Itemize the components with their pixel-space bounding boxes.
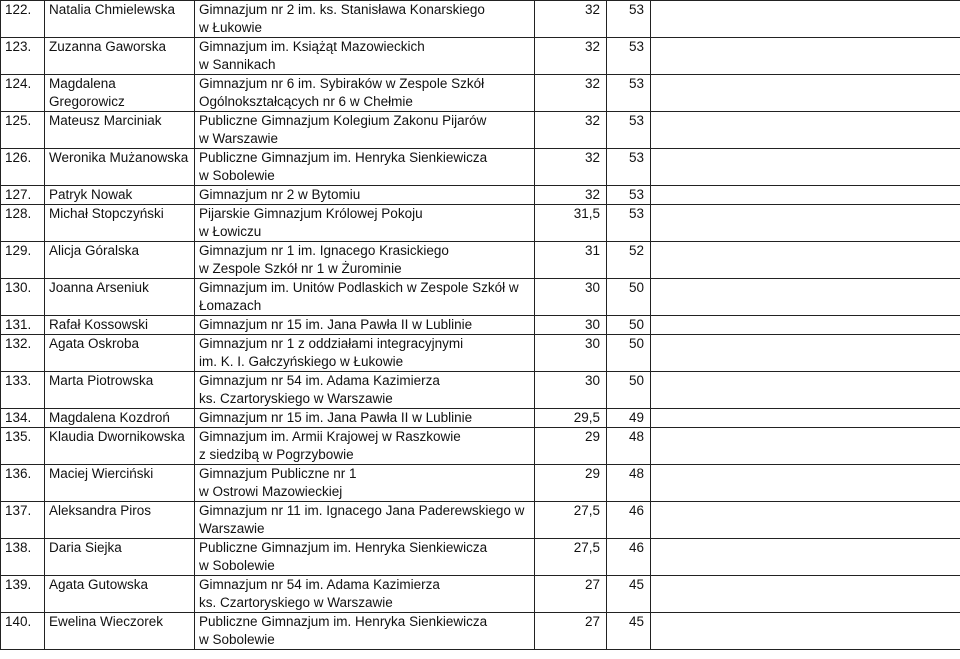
empty-cell <box>651 242 960 279</box>
row-number: 133. <box>1 372 45 409</box>
score-points: 32 <box>535 75 607 112</box>
row-number: 125. <box>1 112 45 149</box>
empty-cell <box>651 112 960 149</box>
row-number: 122. <box>1 1 45 38</box>
student-name: Weronika Mużanowska <box>45 149 195 186</box>
score-percent: 46 <box>607 502 651 539</box>
table-row <box>1 279 960 316</box>
school-name-line: Pijarskie Gimnazjum Królowej Pokoju <box>199 206 423 221</box>
school-name-line: ks. Czartoryskiego w Warszawie <box>199 595 393 610</box>
school-name-line: w Sobolewie <box>199 632 275 647</box>
table-row <box>1 465 960 502</box>
results-table-body <box>1 1 960 650</box>
school-name-line: Publiczne Gimnazjum im. Henryka Sienkiewicza <box>199 150 488 165</box>
empty-cell <box>651 279 960 316</box>
school-name <box>195 186 535 205</box>
row-number: 124. <box>1 75 45 112</box>
score-points: 29 <box>535 428 607 465</box>
empty-cell <box>651 539 960 576</box>
school-name <box>195 242 535 279</box>
student-name: Magdalena Kozdroń <box>45 409 195 428</box>
school-name-line: w Sannikach <box>199 57 276 72</box>
score-percent: 45 <box>607 576 651 613</box>
empty-cell <box>651 502 960 539</box>
empty-cell <box>651 205 960 242</box>
table-row <box>1 186 960 205</box>
score-points: 31 <box>535 242 607 279</box>
student-name: Michał Stopczyński <box>45 205 195 242</box>
table-row <box>1 539 960 576</box>
score-percent: 53 <box>607 149 651 186</box>
school-name-line: Gimnazjum nr 15 im. Jana Pawła II w Lublinie <box>199 410 473 425</box>
school-name-line: Publiczne Gimnazjum im. Henryka Sienkiewicza <box>199 614 488 629</box>
student-name: Ewelina Wieczorek <box>45 613 195 650</box>
student-name: Daria Siejka <box>45 539 195 576</box>
row-number: 136. <box>1 465 45 502</box>
school-name-line: w Sobolewie <box>199 168 275 183</box>
table-row <box>1 409 960 428</box>
school-name-line: Gimnazjum nr 1 im. Ignacego Krasickiego <box>199 243 449 258</box>
school-name-line: w Zespole Szkół nr 1 w Żurominie <box>199 261 402 276</box>
school-name-line: im. K. I. Gałczyńskiego w Łukowie <box>199 354 404 369</box>
score-points: 30 <box>535 335 607 372</box>
empty-cell <box>651 38 960 75</box>
empty-cell <box>651 186 960 205</box>
table-row <box>1 205 960 242</box>
table-row <box>1 428 960 465</box>
row-number: 138. <box>1 539 45 576</box>
empty-cell <box>651 613 960 650</box>
empty-cell <box>651 465 960 502</box>
score-points: 27,5 <box>535 502 607 539</box>
row-number: 140. <box>1 613 45 650</box>
school-name-line: Gimnazjum im. Książąt Mazowieckich <box>199 39 425 54</box>
student-name: Magdalena Gregorowicz <box>45 75 195 112</box>
school-name <box>195 465 535 502</box>
row-number: 132. <box>1 335 45 372</box>
school-name-line: Gimnazjum im. Unitów Podlaskich w Zespole Szkół w <box>199 280 519 295</box>
school-name <box>195 316 535 335</box>
score-percent: 45 <box>607 613 651 650</box>
score-points: 30 <box>535 372 607 409</box>
score-points: 32 <box>535 112 607 149</box>
student-name: Natalia Chmielewska <box>45 1 195 38</box>
score-points: 30 <box>535 316 607 335</box>
school-name <box>195 75 535 112</box>
row-number: 123. <box>1 38 45 75</box>
student-name: Alicja Góralska <box>45 242 195 279</box>
empty-cell <box>651 1 960 38</box>
student-name: Zuzanna Gaworska <box>45 38 195 75</box>
row-number: 126. <box>1 149 45 186</box>
school-name-line: Gimnazjum im. Armii Krajowej w Raszkowie <box>199 429 461 444</box>
school-name-line: Gimnazjum nr 15 im. Jana Pawła II w Lublinie <box>199 317 473 332</box>
table-row <box>1 75 960 112</box>
score-points: 32 <box>535 1 607 38</box>
school-name-line: Gimnazjum nr 2 im. ks. Stanisława Konarskiego <box>199 2 485 17</box>
school-name <box>195 335 535 372</box>
row-number: 127. <box>1 186 45 205</box>
school-name-line: Publiczne Gimnazjum im. Henryka Sienkiewicza <box>199 540 488 555</box>
table-row <box>1 38 960 75</box>
school-name <box>195 112 535 149</box>
empty-cell <box>651 316 960 335</box>
school-name-line: Gimnazjum nr 54 im. Adama Kazimierza <box>199 373 440 388</box>
table-row <box>1 316 960 335</box>
school-name-line: w Łukowie <box>199 20 263 35</box>
row-number: 137. <box>1 502 45 539</box>
score-percent: 48 <box>607 428 651 465</box>
score-percent: 53 <box>607 1 651 38</box>
school-name <box>195 205 535 242</box>
student-name: Mateusz Marciniak <box>45 112 195 149</box>
school-name-line: Publiczne Gimnazjum Kolegium Zakonu Pijarów <box>199 113 487 128</box>
student-name: Aleksandra Piros <box>45 502 195 539</box>
school-name-line: w Sobolewie <box>199 558 275 573</box>
score-percent: 50 <box>607 335 651 372</box>
student-name: Rafał Kossowski <box>45 316 195 335</box>
score-points: 27 <box>535 613 607 650</box>
student-name: Marta Piotrowska <box>45 372 195 409</box>
school-name <box>195 428 535 465</box>
score-percent: 46 <box>607 539 651 576</box>
student-name: Klaudia Dwornikowska <box>45 428 195 465</box>
school-name-line: z siedzibą w Pogrzybowie <box>199 447 354 462</box>
school-name-line: Łomazach <box>199 298 262 313</box>
school-name-line: Gimnazjum nr 54 im. Adama Kazimierza <box>199 577 440 592</box>
score-points: 32 <box>535 38 607 75</box>
school-name <box>195 372 535 409</box>
school-name-line: Gimnazjum nr 11 im. Ignacego Jana Paderewskiego w <box>199 503 525 518</box>
row-number: 129. <box>1 242 45 279</box>
empty-cell <box>651 372 960 409</box>
table-row <box>1 1 960 38</box>
row-number: 131. <box>1 316 45 335</box>
score-percent: 50 <box>607 279 651 316</box>
score-percent: 53 <box>607 205 651 242</box>
empty-cell <box>651 75 960 112</box>
table-row <box>1 112 960 149</box>
table-row <box>1 242 960 279</box>
empty-cell <box>651 409 960 428</box>
score-points: 32 <box>535 149 607 186</box>
empty-cell <box>651 576 960 613</box>
score-percent: 48 <box>607 465 651 502</box>
school-name-line: Warszawie <box>199 521 265 536</box>
score-percent: 50 <box>607 316 651 335</box>
school-name <box>195 1 535 38</box>
school-name-line: Gimnazjum nr 6 im. Sybiraków w Zespole Szkół <box>199 76 485 91</box>
empty-cell <box>651 335 960 372</box>
table-row <box>1 613 960 650</box>
score-percent: 53 <box>607 112 651 149</box>
row-number: 135. <box>1 428 45 465</box>
school-name <box>195 38 535 75</box>
score-points: 32 <box>535 186 607 205</box>
row-number: 128. <box>1 205 45 242</box>
row-number: 130. <box>1 279 45 316</box>
student-name: Agata Oskroba <box>45 335 195 372</box>
school-name-line: w Ostrowi Mazowieckiej <box>199 484 343 499</box>
school-name <box>195 613 535 650</box>
score-percent: 53 <box>607 75 651 112</box>
student-name: Joanna Arseniuk <box>45 279 195 316</box>
table-row <box>1 372 960 409</box>
school-name <box>195 279 535 316</box>
score-points: 29,5 <box>535 409 607 428</box>
table-row <box>1 576 960 613</box>
score-points: 27,5 <box>535 539 607 576</box>
school-name-line: Gimnazjum Publiczne nr 1 <box>199 466 357 481</box>
school-name-line: ks. Czartoryskiego w Warszawie <box>199 391 393 406</box>
school-name <box>195 576 535 613</box>
school-name <box>195 502 535 539</box>
row-number: 139. <box>1 576 45 613</box>
empty-cell <box>651 149 960 186</box>
student-name: Maciej Wierciński <box>45 465 195 502</box>
empty-cell <box>651 428 960 465</box>
score-points: 30 <box>535 279 607 316</box>
score-percent: 53 <box>607 38 651 75</box>
table-row <box>1 149 960 186</box>
score-percent: 50 <box>607 372 651 409</box>
school-name-line: w Warszawie <box>199 131 279 146</box>
school-name <box>195 149 535 186</box>
score-percent: 49 <box>607 409 651 428</box>
school-name <box>195 409 535 428</box>
row-number: 134. <box>1 409 45 428</box>
school-name-line: w Łowiczu <box>199 224 262 239</box>
table-row <box>1 335 960 372</box>
student-name: Agata Gutowska <box>45 576 195 613</box>
score-points: 31,5 <box>535 205 607 242</box>
student-name: Patryk Nowak <box>45 186 195 205</box>
school-name <box>195 539 535 576</box>
score-percent: 52 <box>607 242 651 279</box>
score-percent: 53 <box>607 186 651 205</box>
school-name-line: Gimnazjum nr 1 z oddziałami integracyjnymi <box>199 336 464 351</box>
score-points: 27 <box>535 576 607 613</box>
school-name-line: Gimnazjum nr 2 w Bytomiu <box>199 187 361 202</box>
table-row <box>1 502 960 539</box>
score-points: 29 <box>535 465 607 502</box>
school-name-line: Ogólnokształcących nr 6 w Chełmie <box>199 94 413 109</box>
